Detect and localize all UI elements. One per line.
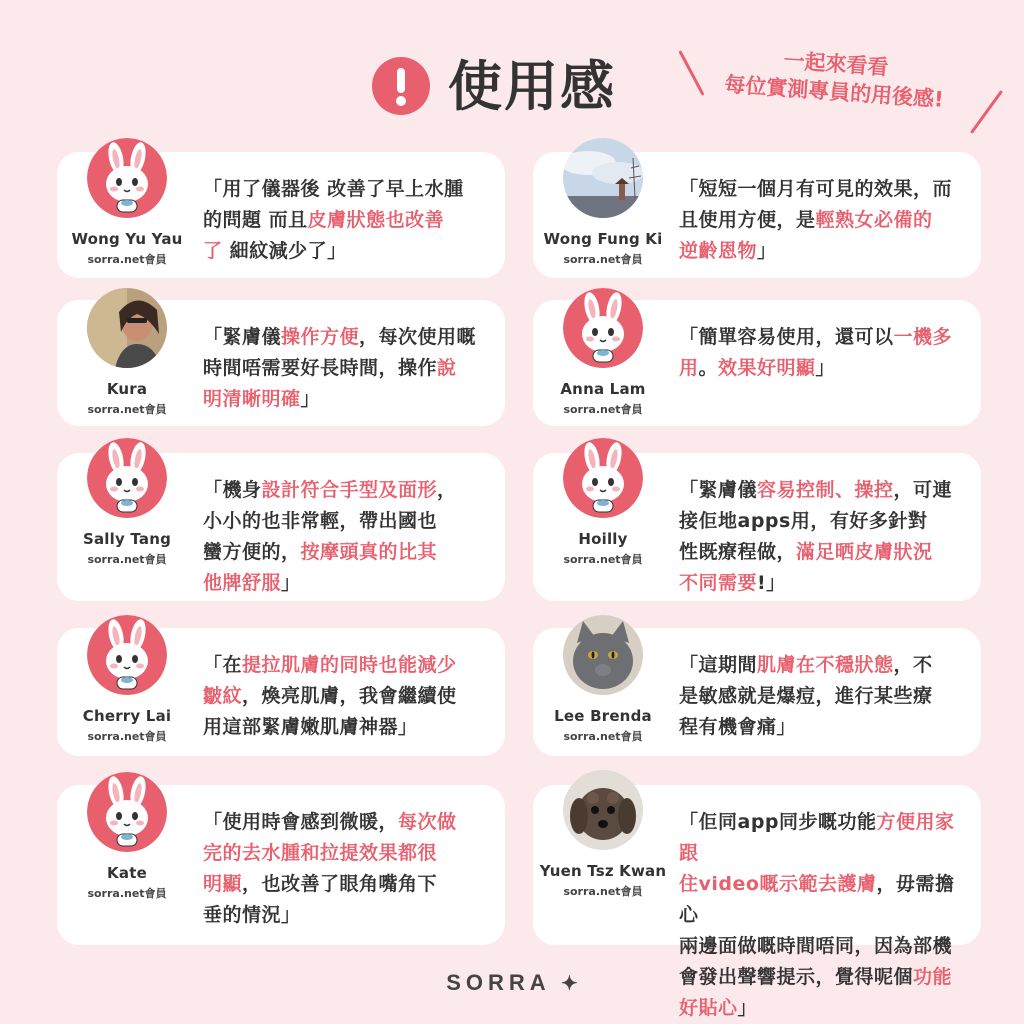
quote-text: 」 [281, 572, 301, 594]
review-quote [203, 807, 493, 931]
bunny-avatar [87, 438, 167, 518]
quote-text: 會發出聲響提示，覺得呢個 [679, 966, 914, 988]
quote-text: 」 [737, 997, 758, 1019]
reviewer-info [57, 772, 197, 901]
reviewer-name: Kura [106, 380, 148, 398]
dog-photo-avatar [563, 770, 643, 850]
reviewer-info [57, 288, 197, 417]
quote-highlight: 一機多 [893, 326, 953, 348]
quote-text: !」 [757, 572, 786, 594]
quote-highlight: 他牌舒服 [203, 572, 282, 594]
quote-text: 「這期間 [679, 654, 758, 676]
quote-highlight: 提拉肌膚的同時也能減少 [242, 654, 457, 676]
reviewer-info [57, 138, 197, 267]
quote-text: 。 [698, 357, 719, 379]
quote-text: ，不 [893, 654, 933, 676]
bunny-avatar [87, 138, 167, 218]
reviewer-info [533, 288, 673, 417]
sparkle-icon: ✦ [561, 973, 578, 995]
review-quote [203, 174, 493, 267]
quote-text: 」 [757, 240, 777, 262]
reviewer-info [57, 438, 197, 567]
quote-text: 「使用時會感到微暖， [203, 811, 399, 833]
quote-highlight: 說 [437, 357, 457, 379]
reviewer-name: Lee Brenda [554, 707, 652, 725]
callout-line-1: 一起來看看 [782, 48, 890, 80]
quote-highlight: 功能 [913, 966, 953, 988]
reviewer-membership: sorra.net會員 [563, 730, 643, 743]
quote-text: 「緊膚儀 [203, 326, 282, 348]
header [0, 0, 1024, 150]
quote-text: ，每次使用嘅 [359, 326, 477, 348]
review-quote [203, 322, 493, 415]
quote-text: 是敏感就是爆痘，進行某些療 [679, 685, 933, 707]
quote-text: 「用了儀器後 改善了早上水腫 [203, 178, 464, 200]
quote-highlight: 操作方便 [281, 326, 360, 348]
quote-text: ， [437, 479, 457, 501]
reviewer-membership: sorra.net會員 [87, 403, 167, 416]
reviewer-membership: sorra.net會員 [87, 887, 167, 900]
reviewer-name: Hoilly [578, 530, 628, 548]
bunny-avatar [87, 772, 167, 852]
quote-highlight: 完的去水腫和拉提效果都很 [203, 842, 438, 864]
quote-highlight: 用 [679, 357, 699, 379]
review-quote [679, 807, 969, 1024]
page-title: 使用感 [448, 55, 616, 118]
quote-text: 「緊膚儀 [679, 479, 758, 501]
bunny-avatar [563, 288, 643, 368]
reviewer-membership: sorra.net會員 [87, 730, 167, 743]
quote-text: 接佢地apps用，有好多針對 [679, 510, 928, 532]
quote-highlight: 每次做 [398, 811, 457, 833]
quote-highlight: 明顯 [203, 873, 243, 895]
quote-text: 「佢同app同步嘅功能 [679, 811, 877, 833]
quote-text: 程有機會痛」 [679, 716, 797, 738]
quote-highlight: 不同需要 [679, 572, 758, 594]
cat-photo-avatar [563, 615, 643, 695]
quote-text: 垂的情況」 [203, 904, 301, 926]
reviewer-info [57, 615, 197, 744]
callout-line-2: 每位實測專員的用後感! [723, 72, 945, 112]
person-photo-avatar [87, 288, 167, 368]
quote-text: 蠻方便的， [203, 541, 301, 563]
reviewer-name: Yuen Tsz Kwan [539, 862, 667, 880]
quote-highlight: 肌膚在不穩狀態 [757, 654, 894, 676]
reviewer-membership: sorra.net會員 [87, 253, 167, 266]
quote-highlight: 方便用家跟 [679, 811, 955, 864]
quote-text: 小小的也非常輕，帶出國也 [203, 510, 438, 532]
quote-text: 性既療程做， [679, 541, 797, 563]
quote-text: 」 [815, 357, 836, 379]
bunny-avatar [87, 615, 167, 695]
exclamation-icon [372, 57, 430, 115]
reviewer-info [533, 770, 673, 899]
quote-text: 「機身 [203, 479, 262, 501]
quote-text: 且使用方便，是 [679, 209, 816, 231]
quote-text: 時間唔需要好長時間，操作 [203, 357, 438, 379]
quote-text: 用這部緊膚嫩肌膚神器」 [203, 716, 418, 738]
quote-highlight: 住video嘅示範去護膚 [679, 873, 877, 895]
reviewer-membership: sorra.net會員 [563, 403, 643, 416]
review-quote [679, 174, 969, 267]
callout-text [698, 41, 971, 116]
reviewer-membership: sorra.net會員 [563, 253, 643, 266]
brand-wordmark: SORRA [446, 970, 550, 995]
reviewer-info [533, 138, 673, 267]
quote-text: ，也改善了眼角嘴角下 [242, 873, 438, 895]
reviewer-name: Cherry Lai [82, 707, 172, 725]
quote-highlight: 明清晰明確 [203, 388, 301, 410]
quote-highlight: 設計符合手型及面形 [261, 479, 438, 501]
quote-highlight: 滿足晒皮膚狀況 [796, 541, 933, 563]
review-quote [203, 475, 493, 599]
reviewer-membership: sorra.net會員 [563, 553, 643, 566]
review-quote [679, 650, 969, 743]
quote-highlight: 逆齡恩物 [679, 240, 758, 262]
quote-highlight: 皮膚狀態也改善 [307, 209, 445, 231]
reviewer-info [533, 438, 673, 567]
quote-text: ，毋需擔心 [679, 873, 955, 926]
reviewer-name: Wong Yu Yau [71, 230, 183, 248]
quote-text: 兩邊面做嘅時間唔同，因為部機 [679, 935, 953, 957]
sky-photo-avatar [563, 138, 643, 218]
quote-text: ，煥亮肌膚，我會繼續使 [242, 685, 457, 707]
review-quote [679, 322, 969, 384]
reviewer-membership: sorra.net會員 [87, 553, 167, 566]
slash-decoration-right [970, 90, 1003, 134]
review-quote [203, 650, 493, 743]
quote-highlight: 輕熟女必備的 [815, 209, 933, 231]
reviewer-membership: sorra.net會員 [563, 885, 643, 898]
reviewer-info [533, 615, 673, 744]
reviewer-name: Sally Tang [82, 530, 172, 548]
reviewer-name: Kate [107, 864, 147, 882]
quote-highlight: 容易控制、操控 [757, 479, 894, 501]
quote-highlight: 按摩頭真的比其 [300, 541, 438, 563]
quote-highlight: 效果好明顯 [718, 357, 816, 379]
quote-highlight: 皺紋 [203, 685, 243, 707]
reviewer-name: Anna Lam [560, 380, 646, 398]
reviewer-name: Wong Fung Ki [543, 230, 663, 248]
bunny-avatar [563, 438, 643, 518]
quote-text: 「簡單容易使用，還可以 [679, 326, 894, 348]
quote-text: 的問題 而且 [203, 209, 308, 231]
quote-highlight: 了 [203, 240, 223, 262]
quote-text: 」 [300, 388, 321, 410]
quote-text: 細紋減少了」 [222, 240, 347, 262]
quote-text: ，可連 [893, 479, 953, 501]
quote-highlight: 好貼心 [679, 997, 738, 1019]
quote-text: 「短短一個月有可見的效果，而 [679, 178, 953, 200]
review-quote [679, 475, 969, 599]
quote-text: 「在 [203, 654, 243, 676]
